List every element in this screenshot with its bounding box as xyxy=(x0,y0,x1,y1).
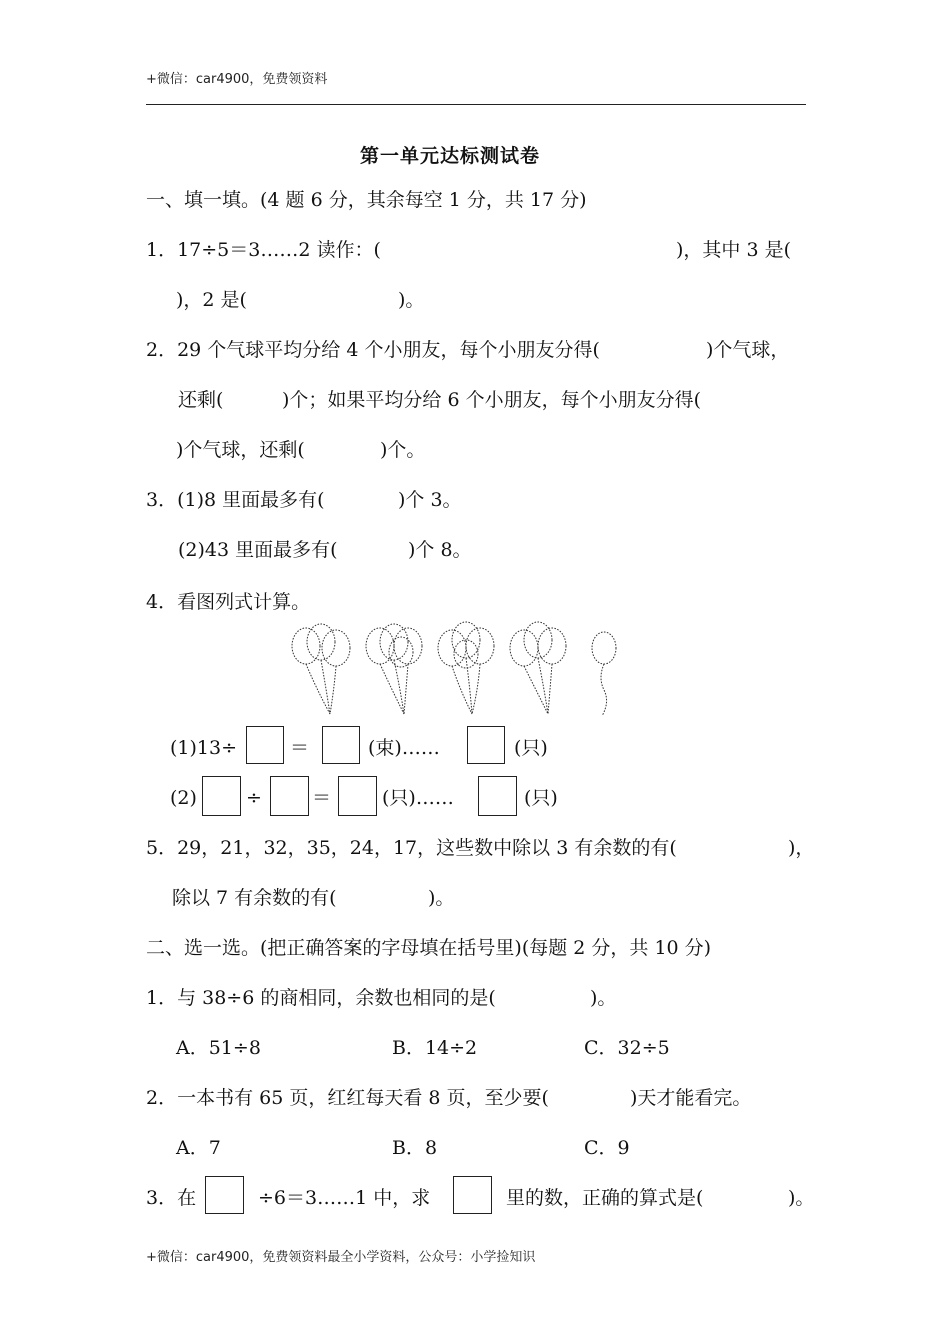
q3-part-b: )个 3。 xyxy=(398,489,462,511)
q5-part-a: 5．29，21，32，35，24，17，这些数中除以 3 有余数的有( xyxy=(146,837,677,859)
s2-q1-stem-a: 1．与 38÷6 的商相同，余数也相同的是( xyxy=(146,987,496,1009)
q4-row1-box-quotient[interactable] xyxy=(322,726,360,764)
q2-part-a: 2．29 个气球平均分给 4 个小朋友，每个小朋友分得( xyxy=(146,339,600,361)
q5-part-d: )。 xyxy=(428,887,455,909)
s2-q1-option-a[interactable]: A．51÷8 xyxy=(176,1037,261,1059)
q1-part-c: )，2 是( xyxy=(176,289,247,311)
q1-part-d: )。 xyxy=(398,289,425,311)
s2-q2-option-a[interactable]: A．7 xyxy=(176,1137,221,1159)
q3-part-d: )个 8。 xyxy=(408,539,472,561)
s2-q3-box-1[interactable] xyxy=(205,1176,244,1214)
q4-row2-label: (2) xyxy=(170,787,197,809)
q4-row2-unit2: (只) xyxy=(524,787,558,809)
balloon-bunch-3 xyxy=(438,622,494,714)
q4-row1-unit1: (束)…… xyxy=(368,737,440,759)
q2-part-f: )个。 xyxy=(380,439,426,461)
q5-part-b: )， xyxy=(788,837,815,859)
q5-part-c: 除以 7 有余数的有( xyxy=(172,887,337,909)
q4-row2-box-dividend[interactable] xyxy=(202,776,241,816)
q4-row1-unit2: (只) xyxy=(514,737,548,759)
s2-q3-part-d: )。 xyxy=(788,1187,815,1209)
s2-q2-option-b[interactable]: B．8 xyxy=(392,1137,438,1159)
q4-row1-box-divisor[interactable] xyxy=(246,726,284,764)
q1-part-a: 1．17÷5＝3……2 读作：( xyxy=(146,239,381,261)
q4-row2-box-divisor[interactable] xyxy=(270,776,309,816)
q4-row2-box-remainder[interactable] xyxy=(478,776,517,816)
s2-q3-part-c: 里的数，正确的算式是( xyxy=(506,1187,704,1209)
s2-q3-box-2[interactable] xyxy=(453,1176,492,1214)
header-wechat: +微信：car4900，免费领资料 xyxy=(146,72,328,87)
q4-text: 4．看图列式计算。 xyxy=(146,591,311,613)
s2-q1-option-c[interactable]: C．32÷5 xyxy=(584,1037,670,1059)
balloon-bunch-4 xyxy=(510,622,566,714)
footer-text: +微信：car4900，免费领资料最全小学资料，公众号：小学捡知识 xyxy=(146,1250,536,1265)
q2-part-b: )个气球， xyxy=(706,339,790,361)
q4-row1-box-remainder[interactable] xyxy=(467,726,505,764)
q2-part-c: 还剩( xyxy=(178,389,224,411)
q4-row2-divide: ÷ xyxy=(246,787,262,809)
page-title: 第一单元达标测试卷 xyxy=(360,145,541,167)
q2-part-d: )个；如果平均分给 6 个小朋友，每个小朋友分得( xyxy=(282,389,701,411)
q1-part-b: )，其中 3 是( xyxy=(676,239,791,261)
section2-heading: 二、选一选。(把正确答案的字母填在括号里)(每题 2 分，共 10 分) xyxy=(146,937,712,959)
balloon-bunch-1 xyxy=(292,624,350,714)
s2-q1-option-b[interactable]: B．14÷2 xyxy=(392,1037,478,1059)
q3-part-a: 3．(1)8 里面最多有( xyxy=(146,489,325,511)
section1-heading: 一、填一填。(4 题 6 分，其余每空 1 分，共 17 分) xyxy=(146,189,587,211)
s2-q1-stem-b: )。 xyxy=(590,987,617,1009)
q4-row1-label: (1)13÷ xyxy=(170,737,238,759)
q4-row2-unit1: (只)…… xyxy=(382,787,454,809)
q4-row2-box-quotient[interactable] xyxy=(338,776,377,816)
balloon-bunch-2 xyxy=(366,624,422,714)
balloon-single xyxy=(592,632,616,716)
q2-part-e: )个气球，还剩( xyxy=(176,439,305,461)
header-rule xyxy=(146,104,806,105)
s2-q2-option-c[interactable]: C．9 xyxy=(584,1137,630,1159)
q4-row2-equals: ＝ xyxy=(312,787,332,809)
q4-row1-equals: ＝ xyxy=(290,737,310,759)
s2-q2-stem-a: 2．一本书有 65 页，红红每天看 8 页，至少要( xyxy=(146,1087,549,1109)
s2-q3-part-b: ÷6＝3……1 中，求 xyxy=(258,1187,431,1209)
s2-q3-part-a: 3．在 xyxy=(146,1187,197,1209)
balloon-illustration xyxy=(286,618,636,722)
q3-part-c: (2)43 里面最多有( xyxy=(178,539,338,561)
s2-q2-stem-b: )天才能看完。 xyxy=(630,1087,752,1109)
